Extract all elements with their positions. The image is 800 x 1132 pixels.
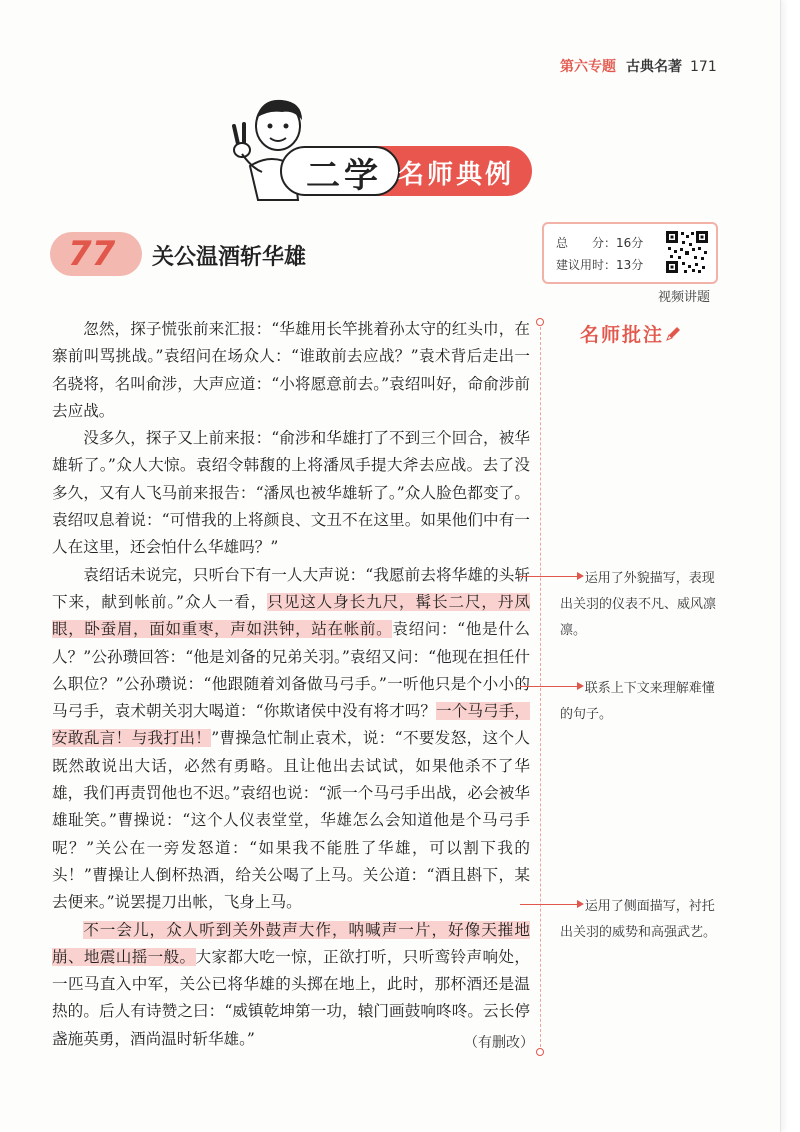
chapter-label: 第六专题 xyxy=(560,59,616,75)
lesson-number-badge xyxy=(50,232,142,276)
paragraph-3-part-c: ”曹操急忙制止袁术，说：“不要发怒，这个人既然敢说出大话，必然有勇略。且让他出去试试，如果他杀不了华雄，我们再责罚他也不迟。”袁绍也说：“派一个马弓手出战，必会被华雄耻笑。”曹操说：“这个人仪表堂堂，华雄怎么会知道他是个马弓手呢？”关公在一旁发怒道：“如果我不能胜了华雄，可以割下我的头！”曹操让人倒杯热酒，给关公喝了上马。关公道：“酒且斟下，某去便来。”说罢提刀出帐，飞身上马。 xyxy=(52,729,530,912)
section-label: 古典名著 xyxy=(626,59,682,75)
suggested-time: 建议用时：13分 xyxy=(556,258,644,272)
paragraph-3-part-a: 袁绍话未说完，只听台下有一人大声说：“我愿前去将华雄的头斩下来，献到帐前。”众人一看， xyxy=(52,565,530,611)
paragraph-3 xyxy=(52,562,530,917)
lesson-title: 关公温酒斩华雄 xyxy=(152,245,307,270)
divider-top-dot xyxy=(536,318,544,326)
paragraph-3-part-b: 袁绍问：“他是什么人？”公孙瓒回答：“他是刘备的兄弟关羽。”袁绍又问：“他现在担任什么职位？”公孙瓒说：“他跟随着刘备做马弓手。”一听他只是个小小的马弓手，袁术朝关羽大喝道：“你欺诸侯中没有将才吗？ xyxy=(52,620,530,721)
qr-caption: 视频讲题 xyxy=(658,290,711,305)
score-info-box xyxy=(542,222,718,284)
highlight-battle-sounds: 不一会儿，众人听到关外鼓声大作，呐喊声一片，好像天摧地崩、地震山摇一般。 xyxy=(52,920,530,966)
section-banner xyxy=(232,96,542,216)
note-1: 运用了外貌描写，表现出关羽的仪表不凡、威风凛凛。 xyxy=(560,571,717,638)
page-header xyxy=(560,56,717,76)
banner-left-label: 二学 xyxy=(306,156,382,196)
lesson-number: 77 xyxy=(68,234,116,274)
paragraph-2: 没多久，探子又上前来报：“俞涉和华雄打了不到三个回合，被华雄斩了。”众人大惊。袁绍令韩馥的上将潘凤手提大斧去应战。去了没多久，又有人飞马前来报告：“潘凤也被华雄斩了。”众人脸色都变了。袁绍叹息着说：“可惜我的上将颜良、文丑不在这里。如果他们中有一人在这里，还会怕什么华雄吗？” xyxy=(52,429,530,557)
highlight-appearance: 只见这人身长九尺，髯长二尺，丹凤眼，卧蚕眉，面如重枣，声如洪钟，站在帐前。 xyxy=(52,592,530,639)
annotation-divider xyxy=(540,322,541,1052)
article-body xyxy=(52,316,530,1053)
divider-bottom-dot xyxy=(536,1048,544,1056)
page-number: 171 xyxy=(690,59,717,75)
note-3: 运用了侧面描写，衬托出关羽的威势和高强武艺。 xyxy=(560,899,717,940)
pen-icon xyxy=(664,325,682,343)
qr-code-icon[interactable] xyxy=(664,229,710,275)
paragraph-4 xyxy=(52,917,530,1053)
paragraph-1: 忽然，探子慌张前来汇报：“华雄用长竿挑着孙太守的红头巾，在寨前叫骂挑战。”袁绍问在场众人：“谁敢前去应战？”袁术背后走出一名骁将，名叫俞涉，大声应道：“小将愿意前去。”袁绍叫好，命俞涉前去应战。 xyxy=(52,320,530,420)
highlight-yuan-shu-quote: 一个马弓手，安敢乱言！与我打出！ xyxy=(52,702,530,748)
notes-heading xyxy=(580,320,682,347)
notes-heading-text: 名师批注 xyxy=(580,324,665,346)
total-score: 总 分：16分 xyxy=(556,236,644,250)
source-note: （有删改） xyxy=(464,1035,534,1051)
paragraph-4-part-b: 大家都大吃一惊，正欲打听，只听鸾铃声响处，一匹马直入中军，关公已将华雄的头掷在地上，此时，那杯酒还是温热的。后人有诗赞之曰：“威镇乾坤第一功，辕门画鼓响咚咚。云长停盏施英勇，酒尚温时斩华雄。” xyxy=(52,947,530,1048)
note-2: 联系上下文来理解难懂的句子。 xyxy=(560,681,715,722)
banner-title: 名师典例 xyxy=(398,160,515,190)
